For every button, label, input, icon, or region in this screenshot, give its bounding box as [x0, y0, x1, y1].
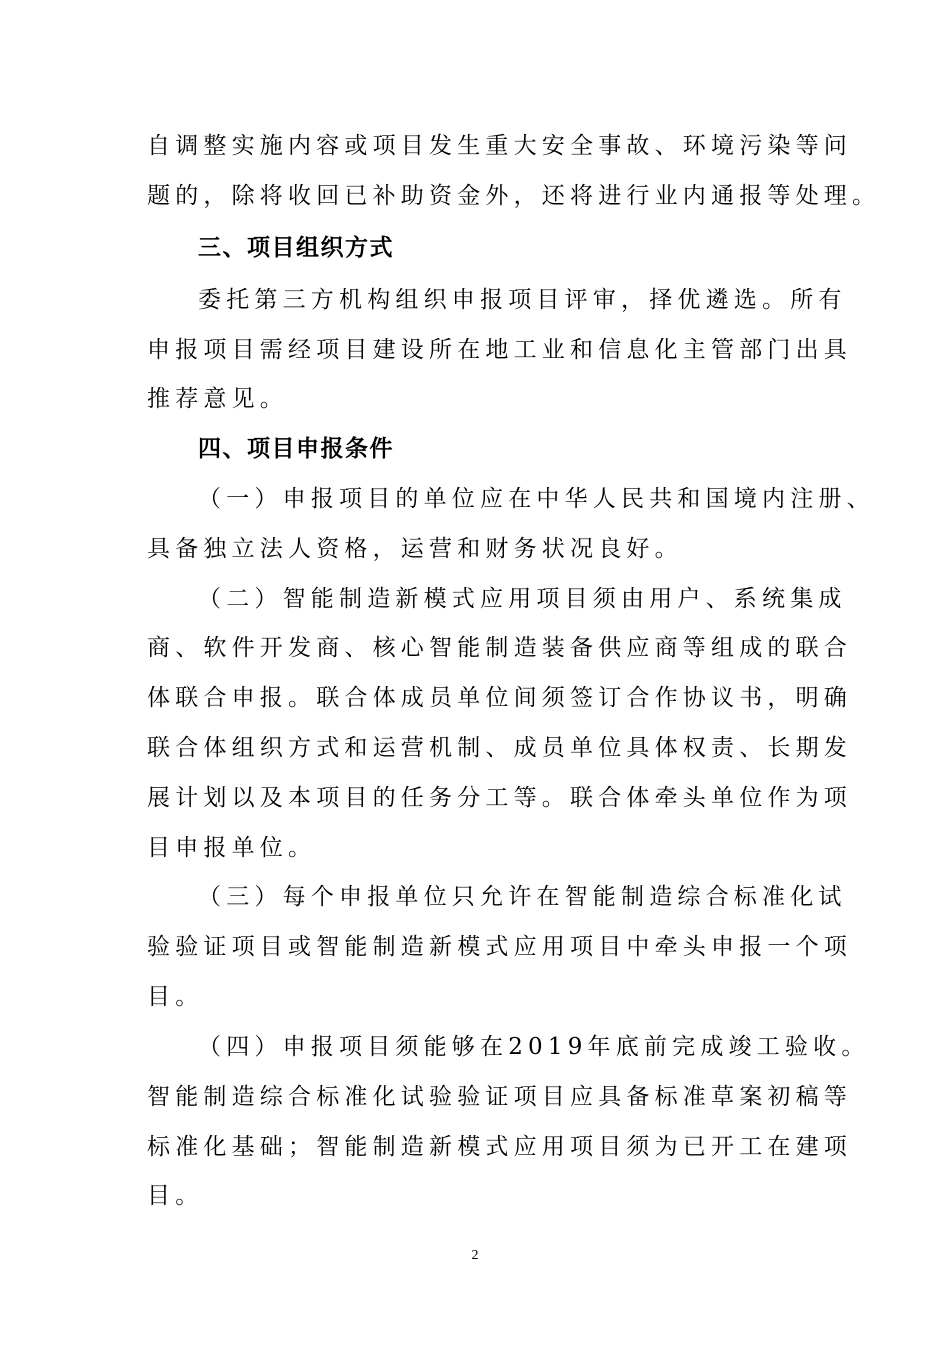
body-text-line: （三）每个申报单位只允许在智能制造综合标准化试 — [198, 884, 847, 910]
body-text-line: （一）申报项目的单位应在中华人民共和国境内注册、 — [198, 486, 875, 512]
body-text-line: 标准化基础；智能制造新模式应用项目须为已开工在建项 — [147, 1134, 852, 1160]
body-text-line: 题的，除将收回已补助资金外，还将进行业内通报等处理。 — [147, 183, 881, 209]
page-number: 2 — [471, 1248, 479, 1263]
body-text-line: 目。 — [147, 1183, 204, 1209]
body-text-line: （二）智能制造新模式应用项目须由用户、系统集成 — [198, 586, 847, 612]
body-text-line: 展计划以及本项目的任务分工等。联合体牵头单位作为项 — [147, 785, 852, 811]
body-text-line: 目申报单位。 — [147, 835, 317, 861]
body-text-line: 自调整实施内容或项目发生重大安全事故、环境污染等问 — [147, 133, 852, 159]
body-text-line: 商、软件开发商、核心智能制造装备供应商等组成的联合 — [147, 635, 852, 661]
body-text-line: 目。 — [147, 984, 204, 1010]
body-text-line: 具备独立法人资格，运营和财务状况良好。 — [147, 536, 683, 562]
section-heading-conditions: 四、项目申报条件 — [198, 436, 394, 462]
body-text-line: 验验证项目或智能制造新模式应用项目中牵头申报一个项 — [147, 934, 852, 960]
body-text-line: 申报项目需经项目建设所在地工业和信息化主管部门出具 — [147, 337, 852, 363]
body-text-line: 推荐意见。 — [147, 386, 288, 412]
body-text-line: 委托第三方机构组织申报项目评审，择优遴选。所有 — [198, 287, 847, 313]
section-heading-organization: 三、项目组织方式 — [198, 235, 394, 261]
body-text-line: （四）申报项目须能够在2019年底前完成竣工验收。 — [198, 1034, 870, 1060]
body-text-line: 智能制造综合标准化试验验证项目应具备标准草案初稿等 — [147, 1084, 852, 1110]
body-text-line: 联合体组织方式和运营机制、成员单位具体权责、长期发 — [147, 735, 852, 761]
body-text-line: 体联合申报。联合体成员单位间须签订合作协议书，明确 — [147, 685, 852, 711]
